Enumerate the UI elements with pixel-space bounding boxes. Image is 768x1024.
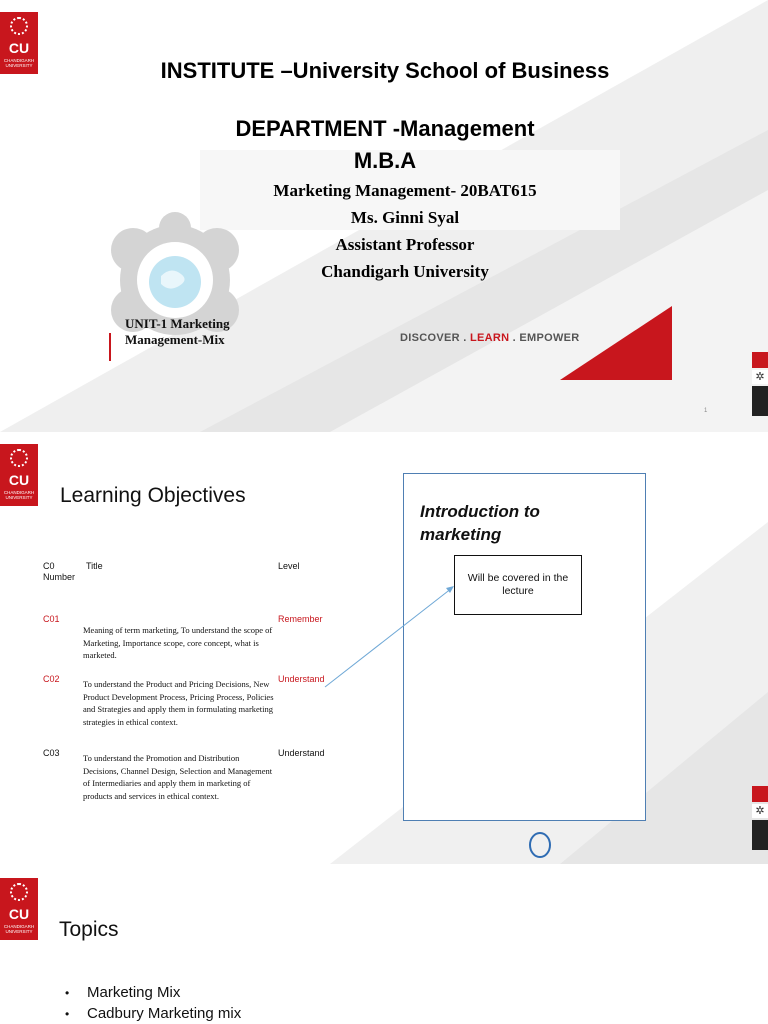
co-level: Understand	[278, 674, 325, 684]
topics-list	[65, 984, 241, 1024]
seal-icon	[10, 883, 28, 901]
university-name: Chandigarh University	[321, 262, 489, 281]
institute-heading: INSTITUTE –University School of Business	[160, 58, 610, 83]
slide-title: Topics	[59, 918, 119, 941]
callout-arrow	[320, 582, 460, 692]
side-seal-icon: ✲	[752, 804, 768, 818]
seal-icon	[10, 17, 28, 35]
course-name: Marketing Management- 20BAT615	[273, 181, 537, 200]
panel-title: Introduction to marketing	[420, 502, 540, 544]
header-level: Level	[278, 561, 300, 571]
topics-slide	[0, 864, 768, 1024]
list-item: • Cadbury Marketing mix	[65, 1005, 241, 1022]
tagline-discover: DISCOVER .	[400, 332, 470, 344]
cu-logo: CU CHANDIGARH UNIVERSITY	[0, 12, 38, 74]
side-dark-block	[752, 386, 768, 416]
learning-objectives-slide	[0, 432, 768, 864]
teacher-name: Ms. Ginni Syal	[350, 208, 460, 227]
tagline-empower: . EMPOWER	[509, 332, 580, 344]
header-co-number: C0 Number	[43, 561, 76, 582]
cu-logo: CU CHANDIGARH UNIVERSITY	[0, 878, 38, 940]
department-heading: DEPARTMENT -Management	[235, 116, 535, 141]
seal-icon	[10, 449, 28, 467]
unit-title: UNIT-1 Marketing Management-Mix	[125, 316, 230, 347]
oval-shape	[528, 831, 552, 859]
title-slide	[0, 0, 768, 432]
co-level: Understand	[278, 748, 325, 758]
tagline	[400, 332, 580, 344]
side-red-block	[752, 352, 768, 368]
side-dark-block	[752, 820, 768, 850]
tagline-learn: LEARN	[469, 332, 510, 344]
program-heading: M.B.A	[353, 148, 417, 173]
co-number: C01	[43, 614, 60, 624]
page-number: 1	[704, 408, 708, 414]
slide-title: Learning Objectives	[60, 484, 246, 507]
header-title: Title	[86, 561, 103, 571]
co-number: C03	[43, 748, 60, 758]
unit-accent-bar	[109, 333, 111, 361]
co-description: To understand the Promotion and Distribution Decisions, Channel Design, Selection and Management of Intermediaries and apply them in marketing of products and services in ethical context.	[83, 753, 273, 801]
side-red-block	[752, 786, 768, 802]
co-level: Remember	[278, 614, 323, 624]
callout-box: Will be covered in the lecture	[454, 555, 582, 615]
co-number: C02	[43, 674, 60, 684]
side-seal-icon: ✲	[752, 370, 768, 384]
co-description: Meaning of term marketing, To understand the scope of Marketing, Importance scope, core concept, what is marketed.	[83, 625, 273, 660]
cu-logo: CU CHANDIGARH UNIVERSITY	[0, 444, 38, 506]
co-description: To understand the Product and Pricing Decisions, New Product Development Process, Pricing Process, Policies and Strategies and apply them in formulating marketing strategies in ethical context.	[83, 679, 274, 727]
designation: Assistant Professor	[335, 235, 475, 254]
list-item: • Marketing Mix	[65, 984, 241, 1001]
